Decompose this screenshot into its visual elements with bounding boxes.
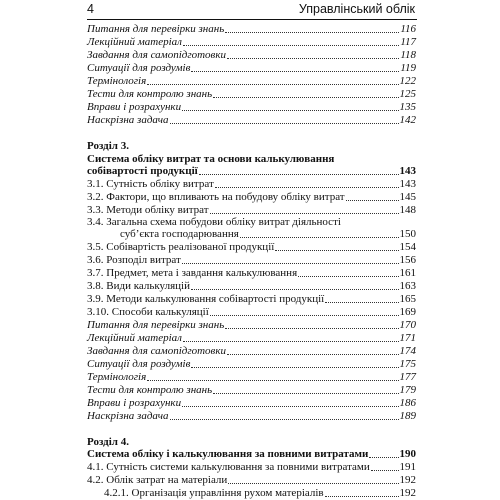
toc-entry[interactable]: 3.2. Фактори, що впливають на побудову обліку витрат 145 [87, 191, 416, 203]
toc-entry[interactable]: Термінологія 122 [87, 75, 416, 87]
toc-entry[interactable]: Завдання для самопідготовки 118 [87, 49, 416, 61]
page-header [87, 3, 417, 20]
toc-entry[interactable]: Наскрізна задача 142 [87, 114, 416, 126]
toc-entry[interactable]: Лекційний матеріал 117 [87, 36, 416, 48]
toc-entry[interactable]: 3.1. Сутність обліку витрат 143 [87, 178, 416, 190]
toc-entry[interactable]: Питання для перевірки знань 116 [87, 23, 416, 35]
section-4-label: Розділ 4. [87, 436, 129, 448]
toc-subentry[interactable]: 4.2.1. Організація управління рухом матеріалів 192 [104, 487, 416, 499]
toc-entry[interactable]: Вправи і розрахунки 186 [87, 397, 416, 409]
toc-entry[interactable]: 4.2. Облік затрат на матеріали 192 [87, 474, 416, 486]
section-3-title: Система обліку витрат та основи калькулювання [87, 153, 335, 165]
running-title: Управлінський облік [298, 2, 415, 16]
toc-entry[interactable]: 3.6. Розподіл витрат 156 [87, 254, 416, 266]
toc-entry[interactable]: 3.10. Способи калькуляції 169 [87, 306, 416, 318]
toc-entry-first-line[interactable]: 3.4. Загальна схема побудови обліку витрат діяльності [87, 216, 341, 228]
toc-entry[interactable]: Наскрізна задача 189 [87, 410, 416, 422]
toc-entry[interactable]: Ситуації для роздумів 175 [87, 358, 416, 370]
toc-entry[interactable]: Термінологія 177 [87, 371, 416, 383]
toc-entry[interactable]: 4.1. Сутність системи калькулювання за повними витратами 191 [87, 461, 416, 473]
toc-entry[interactable]: 3.7. Предмет, мета і завдання калькулювання 161 [87, 267, 416, 279]
toc-entry[interactable]: Вправи і розрахунки 135 [87, 101, 416, 113]
toc-entry[interactable]: 3.3. Методи обліку витрат 148 [87, 204, 416, 216]
toc-entry[interactable]: Тести для контролю знань 179 [87, 384, 416, 396]
toc-entry[interactable]: Завдання для самопідготовки 174 [87, 345, 416, 357]
toc-entry[interactable]: 3.9. Методи калькулювання собівартості продукції 165 [87, 293, 416, 305]
toc-entry[interactable]: Лекційний матеріал 171 [87, 332, 416, 344]
toc-entry-continued[interactable]: суб’єкта господарювання 150 [120, 228, 416, 240]
section-3-title-entry[interactable]: собівартості продукції 143 [87, 165, 416, 177]
toc-entry[interactable]: 3.5. Собівартість реалізованої продукції 154 [87, 241, 416, 253]
page-number: 4 [87, 2, 94, 16]
toc-entry[interactable]: Тести для контролю знань 125 [87, 88, 416, 100]
toc-entry[interactable]: Ситуації для роздумів 119 [87, 62, 416, 74]
toc-entry[interactable]: 3.8. Види калькуляцій 163 [87, 280, 416, 292]
section-3-label: Розділ 3. [87, 140, 129, 152]
section-4-title-entry[interactable]: Система обліку і калькулювання за повними витратами 190 [87, 448, 416, 460]
toc-entry[interactable]: Питання для перевірки знань 170 [87, 319, 416, 331]
